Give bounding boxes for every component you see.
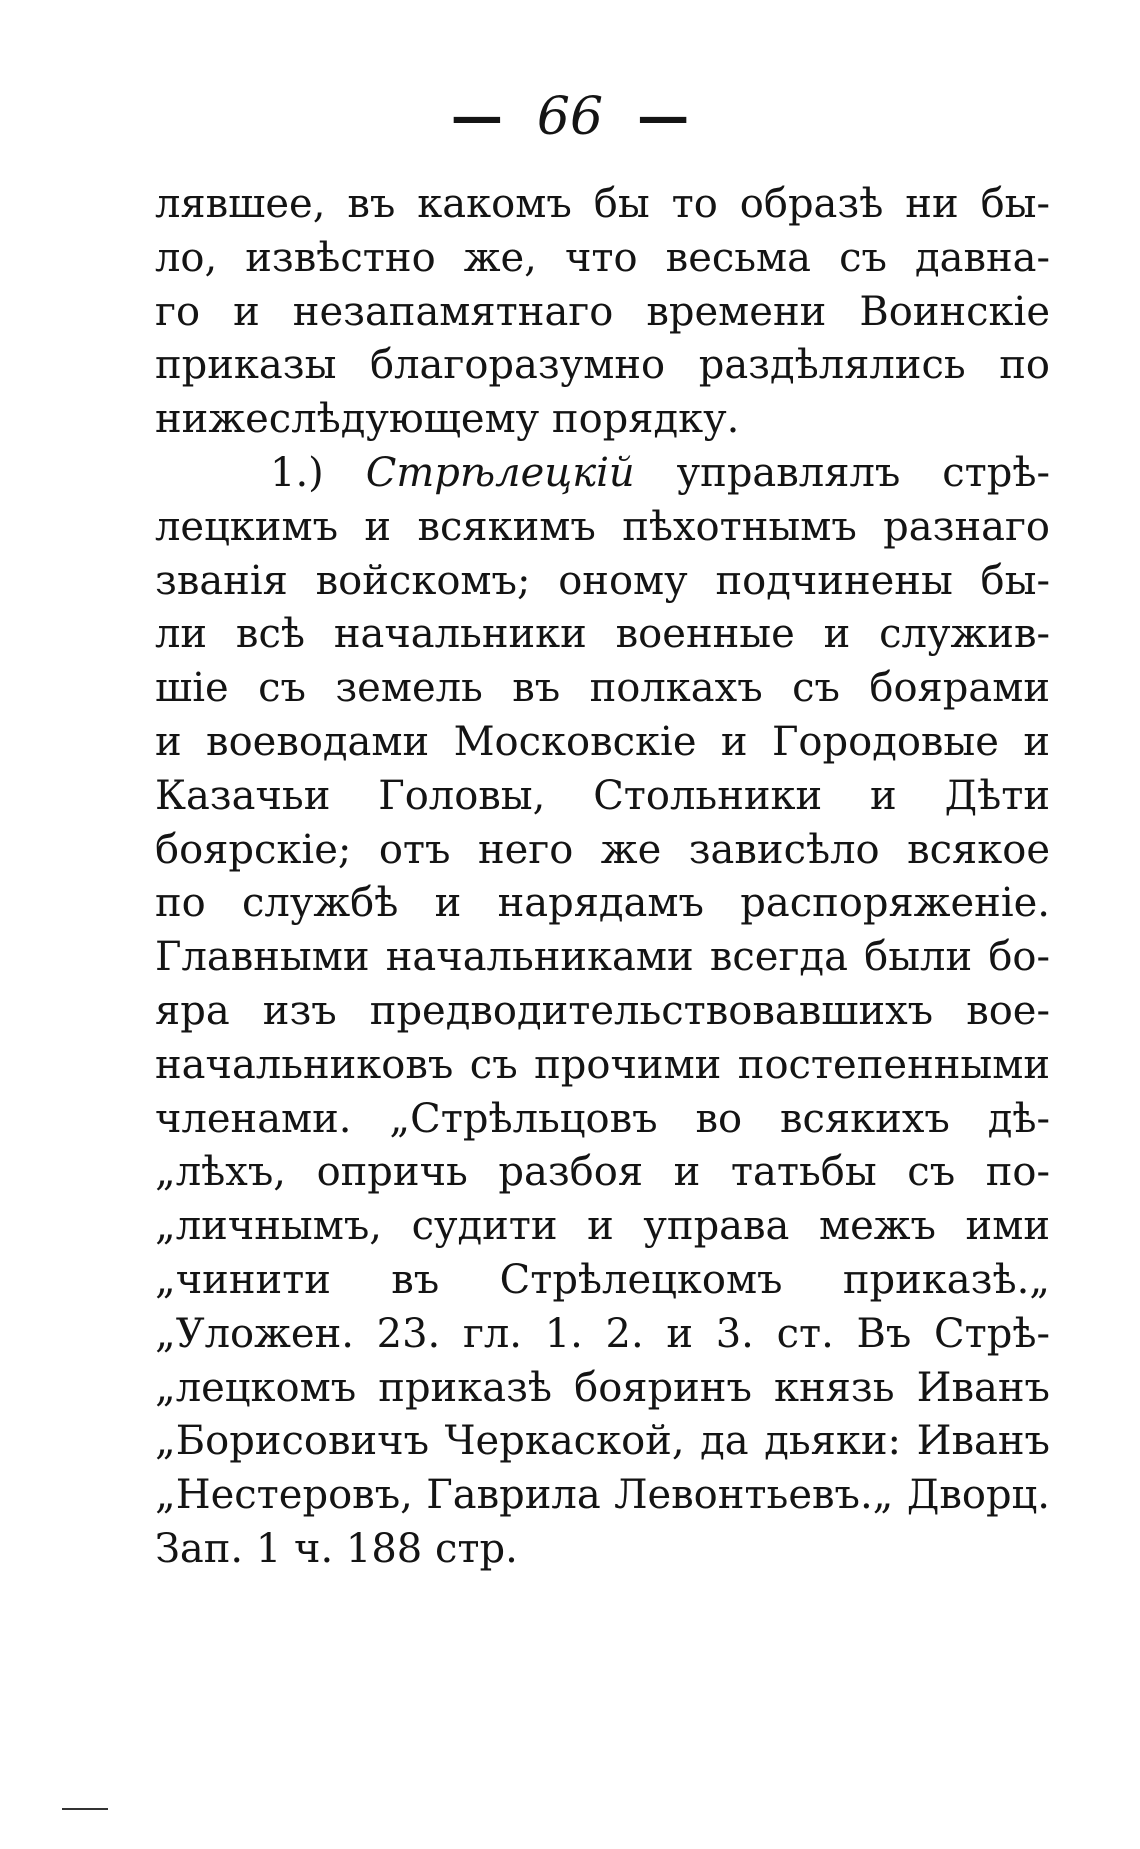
header-dash-left: —: [450, 86, 503, 147]
text-line: Казачьи Головы, Стольники и Дѣти: [155, 772, 1050, 819]
text-line: шіе съ земель въ полкахъ съ боярами: [155, 665, 1050, 712]
text-line: „чинити въ Стрѣлецкомъ приказѣ.„: [155, 1256, 1050, 1303]
text-line: лявшее, въ какомъ бы то образѣ ни бы-: [155, 181, 1050, 227]
list-item-rest: управлялъ стрѣ-: [676, 449, 1051, 496]
text-line: яра изъ предводительствовавшихъ вое-: [155, 987, 1050, 1034]
list-item-term: Стрѣлецкій: [365, 449, 635, 496]
text-line: ло, извѣстно же, что весьма съ давна-: [155, 234, 1050, 281]
text-line: нижеслѣдующему порядку.: [155, 396, 740, 443]
text-line: ли всѣ начальники военные и служив-: [155, 611, 1050, 658]
body-text: [155, 178, 1050, 1577]
text-line: Зап. 1 ч. 188 стр.: [155, 1525, 518, 1572]
text-line: и воеводами Московскіе и Городовые и: [155, 718, 1050, 765]
text-line: начальниковъ съ прочими постепенными: [155, 1041, 1050, 1088]
text-line: „лѣхъ, опричь разбоя и татьбы съ по-: [155, 1149, 1050, 1196]
list-item-number: 1.): [270, 449, 324, 496]
page-header: [0, 82, 1140, 152]
text-line: боярскіе; отъ него же зависѣло всякое: [155, 826, 1050, 873]
page-number: 66: [536, 87, 604, 147]
text-line: „лецкомъ приказѣ бояринъ князь Иванъ: [155, 1364, 1050, 1411]
text-line: по службѣ и нарядамъ распоряженіе.: [155, 880, 1050, 927]
text-line: Главными начальниками всегда были бо-: [155, 934, 1050, 981]
text-line: лецкимъ и всякимъ пѣхотнымъ разнаго: [155, 503, 1050, 550]
text-line: „Нестеровъ, Гаврила Левонтьевъ.„ Дворц.: [155, 1472, 1050, 1519]
margin-mark: [62, 1808, 108, 1810]
text-line: „личнымъ, судити и управа межъ ими: [155, 1203, 1050, 1250]
text-line: го и незапамятнаго времени Воинскіе: [155, 288, 1050, 335]
text-line: членами. „Стрѣльцовъ во всякихъ дѣ-: [155, 1095, 1050, 1142]
text-line: „Борисовичъ Черкаской, да дьяки: Иванъ: [155, 1418, 1050, 1465]
list-item-line: [155, 447, 1050, 501]
text-line: званія войскомъ; оному подчинены бы-: [155, 557, 1050, 604]
header-dash-right: —: [637, 86, 690, 147]
text-line: „Уложен. 23. гл. 1. 2. и 3. ст. Въ Стрѣ-: [155, 1310, 1050, 1357]
text-line: приказы благоразумно раздѣлялись по: [155, 342, 1050, 389]
